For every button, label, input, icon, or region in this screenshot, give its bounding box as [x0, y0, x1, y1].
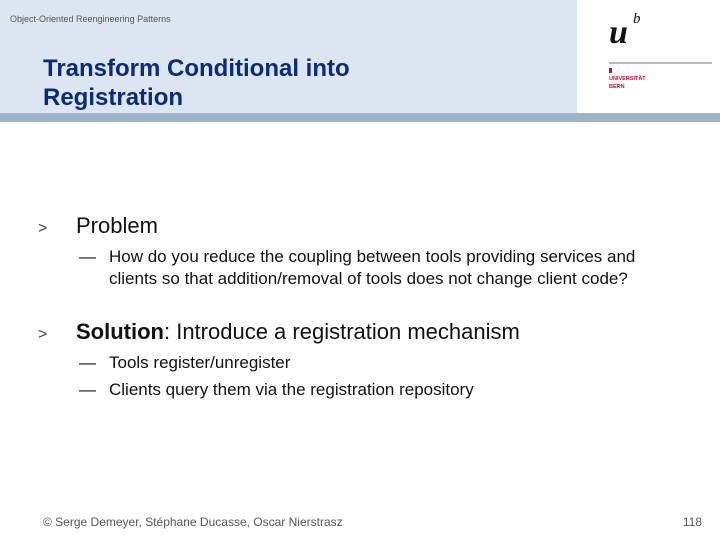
sub-item-text: How do you reduce the coupling between tools providing services and clients so that addition/removal of tools does not change client code?: [109, 247, 636, 288]
bullet-marker: >: [38, 326, 48, 343]
bullet-marker: >: [38, 220, 48, 237]
page-number: 118: [682, 515, 702, 529]
sub-item-text: Clients query them via the registration repository: [109, 380, 474, 399]
logo-red-mark: [609, 68, 612, 73]
footer-authors: © Serge Demeyer, Stéphane Ducasse, Oscar Nierstrasz: [43, 515, 343, 529]
header-divider: [0, 113, 720, 122]
sub-item-text: Tools register/unregister: [109, 353, 291, 372]
logo-university: UNIVERSITÄT: [609, 76, 646, 82]
bullet-problem: [38, 213, 158, 239]
page-title: [43, 54, 543, 112]
course-title: Object-Oriented Reengineering Patterns: [10, 14, 171, 24]
title-line-1: Transform Conditional into: [43, 55, 350, 82]
dash-marker: —: [79, 353, 96, 372]
title-line-2: Registration: [43, 84, 184, 111]
dash-marker: —: [79, 380, 96, 399]
dash-marker: —: [79, 247, 96, 266]
sub-item: [79, 246, 669, 290]
bullet-label: Solution: [76, 319, 164, 344]
university-logo: [577, 0, 720, 113]
bullet-solution: [38, 319, 520, 345]
sub-item: [79, 352, 669, 374]
logo-city: BERN: [609, 84, 625, 90]
sub-item: [79, 379, 669, 401]
bullet-label: Problem: [76, 213, 158, 238]
logo-u: u: [609, 14, 628, 51]
logo-superscript: b: [633, 11, 641, 27]
bullet-text: : Introduce a registration mechanism: [163, 319, 520, 344]
